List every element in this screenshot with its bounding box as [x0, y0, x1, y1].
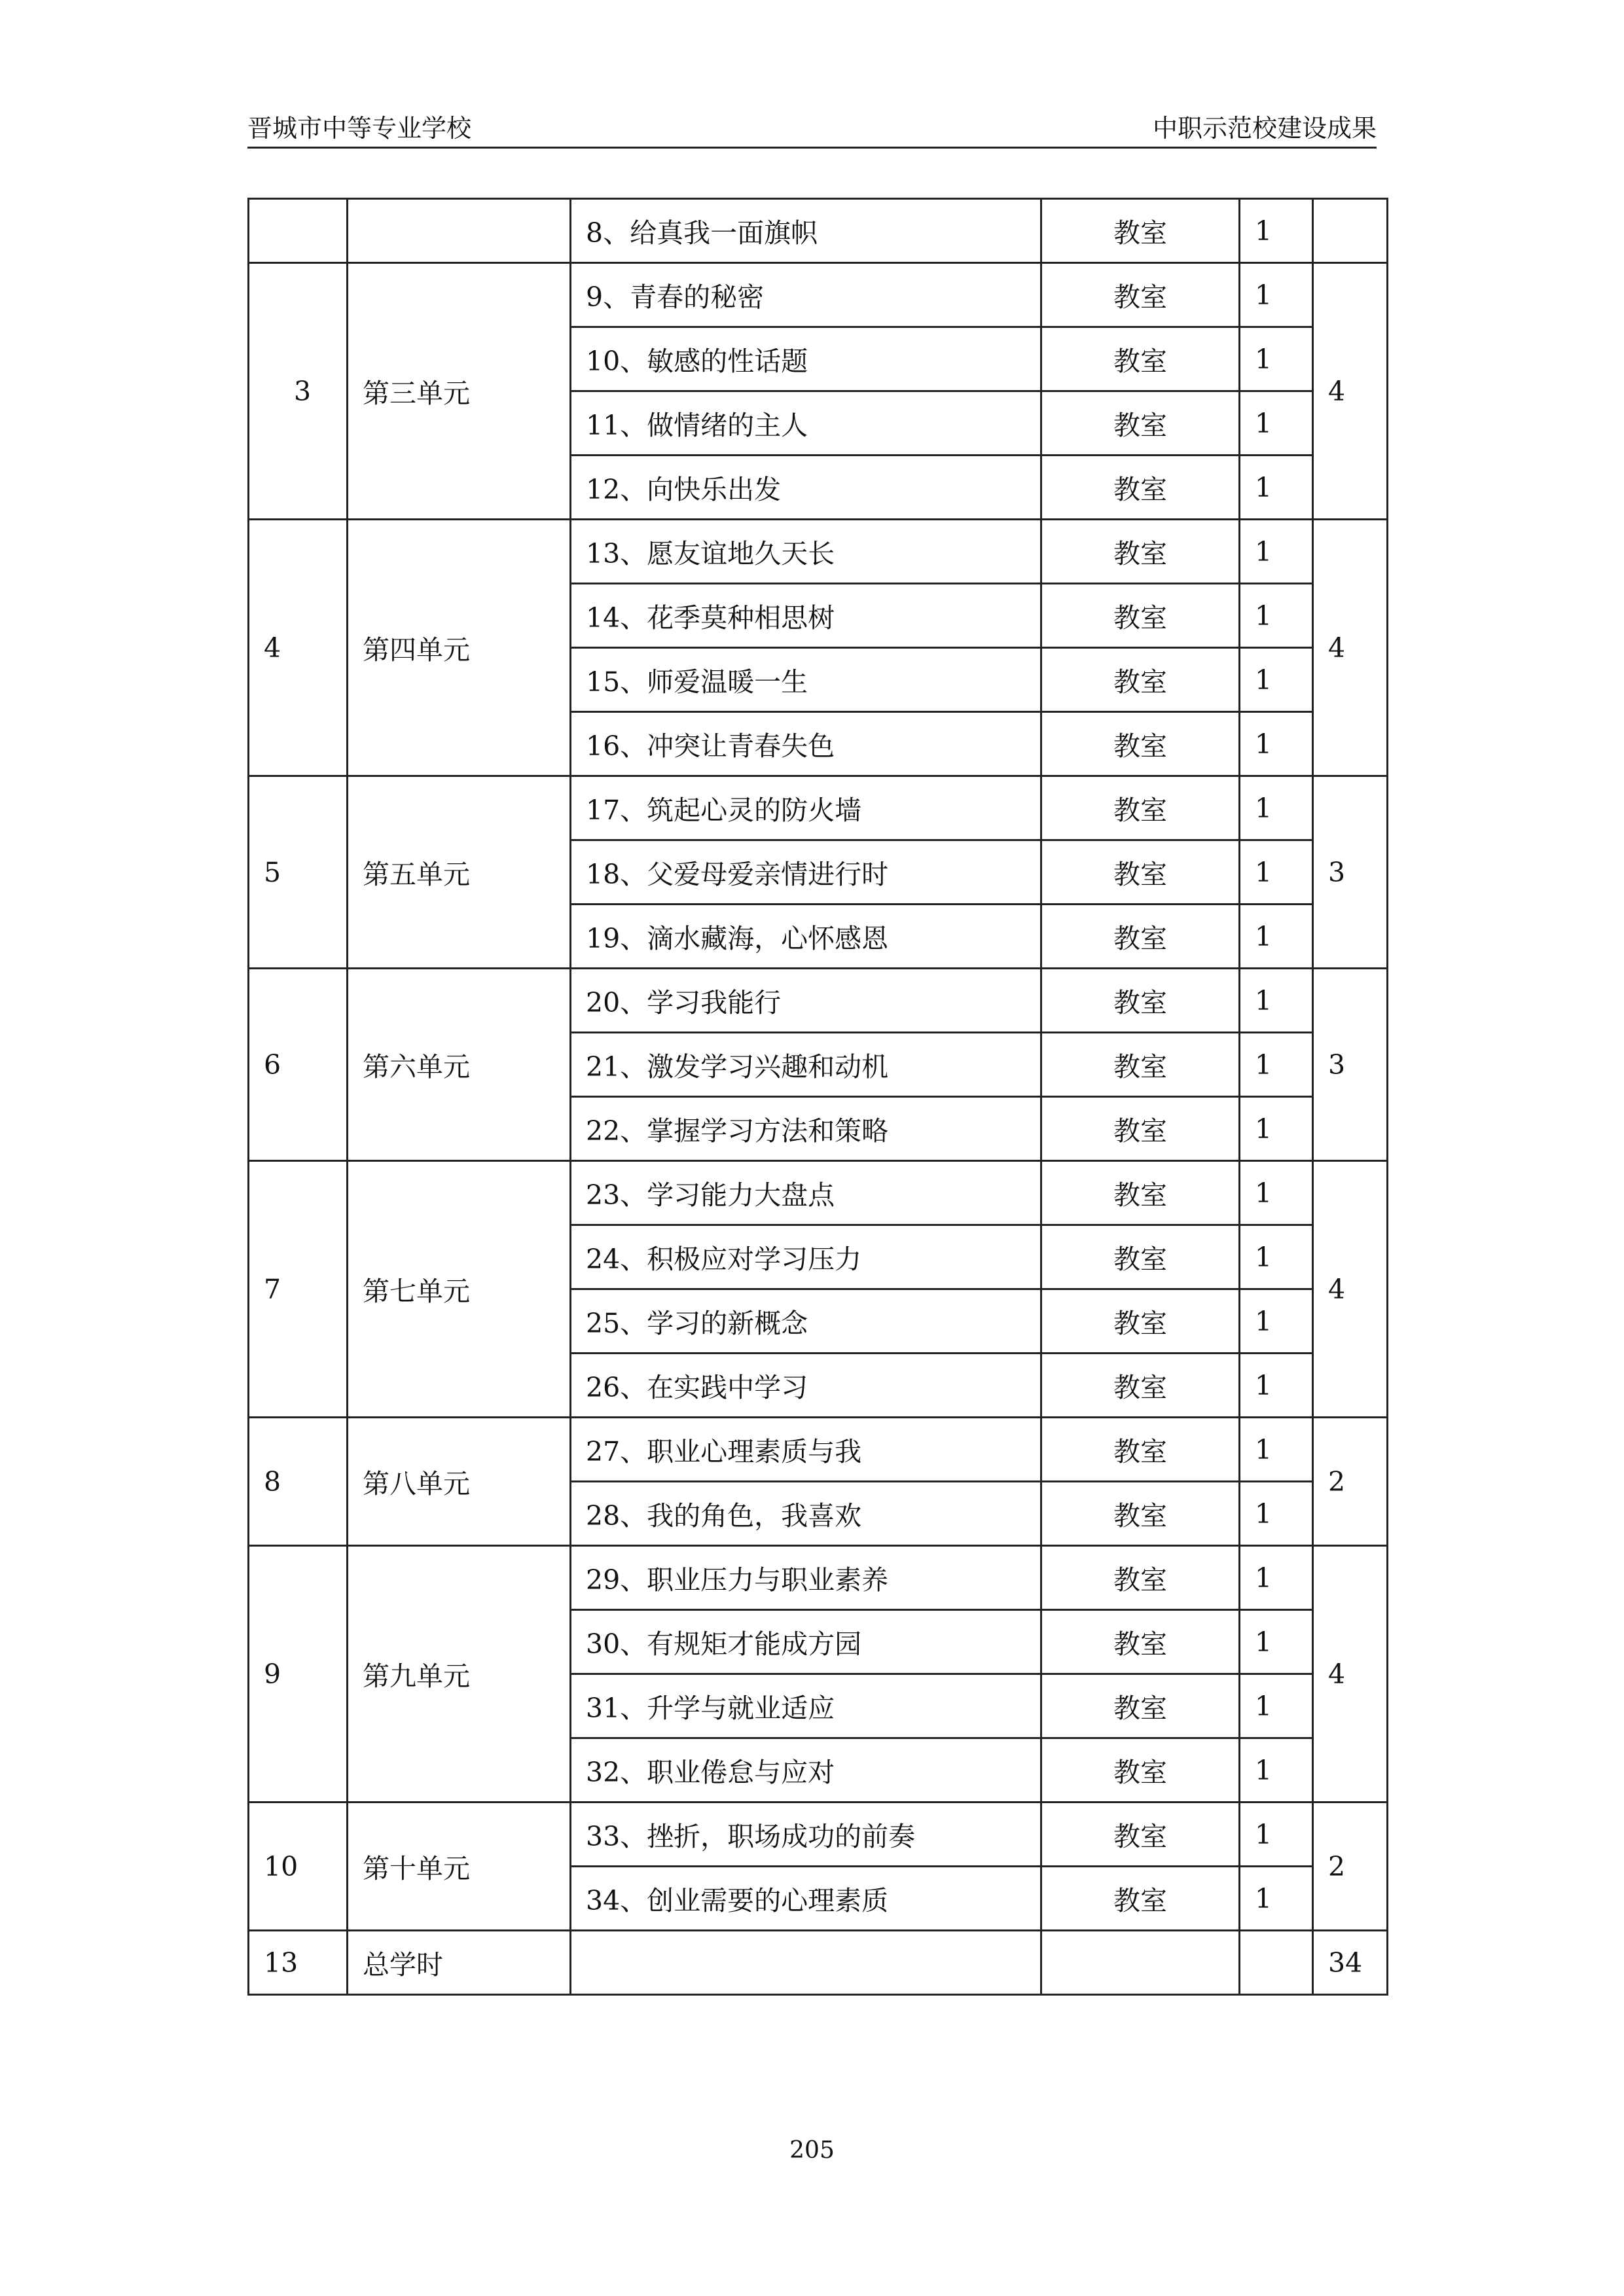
lesson-title-cell: 24、积极应对学习压力: [571, 1225, 1041, 1289]
lesson-title-cell: 19、滴水藏海，心怀感恩: [571, 905, 1041, 969]
lesson-title-cell: 14、花季莫种相思树: [571, 584, 1041, 648]
total-row: [249, 1931, 1388, 1995]
lesson-place-cell: 教室: [1041, 1610, 1240, 1674]
table-row: [249, 969, 1388, 1033]
unit-hours-cell: 4: [1313, 1546, 1388, 1803]
lesson-hours-cell: 1: [1240, 1225, 1313, 1289]
lesson-title-cell: 8、给真我一面旗帜: [571, 199, 1041, 263]
unit-number-cell: 4: [249, 520, 348, 776]
lesson-hours-cell: 1: [1240, 1803, 1313, 1867]
unit-name-cell: 第四单元: [348, 520, 571, 776]
lesson-title-cell: 20、学习我能行: [571, 969, 1041, 1033]
lesson-title-cell: 23、学习能力大盘点: [571, 1161, 1041, 1225]
lesson-title-cell: 29、职业压力与职业素养: [571, 1546, 1041, 1610]
lesson-place-cell: 教室: [1041, 263, 1240, 327]
empty-cell: [1240, 1931, 1313, 1995]
unit-number-cell: 5: [249, 776, 348, 969]
lesson-title-cell: 22、掌握学习方法和策略: [571, 1097, 1041, 1161]
total-hours-cell: 34: [1313, 1931, 1388, 1995]
unit-number-cell: 8: [249, 1418, 348, 1546]
page-number: 205: [789, 2137, 835, 2164]
lesson-place-cell: 教室: [1041, 1225, 1240, 1289]
empty-cell: [571, 1931, 1041, 1995]
unit-name-cell: 第六单元: [348, 969, 571, 1161]
unit-name-cell: 第八单元: [348, 1418, 571, 1546]
curriculum-table: [247, 198, 1388, 1996]
lesson-hours-cell: 1: [1240, 584, 1313, 648]
lesson-place-cell: 教室: [1041, 1482, 1240, 1546]
lesson-hours-cell: 1: [1240, 456, 1313, 520]
lesson-hours-cell: 1: [1240, 648, 1313, 712]
lesson-hours-cell: 1: [1240, 1546, 1313, 1610]
unit-hours-cell: 3: [1313, 776, 1388, 969]
unit-number-cell: 10: [249, 1803, 348, 1931]
lesson-place-cell: 教室: [1041, 712, 1240, 776]
empty-cell: [1041, 1931, 1240, 1995]
table-row: [249, 1546, 1388, 1610]
unit-number-cell: 6: [249, 969, 348, 1161]
document-title: 中职示范校建设成果: [1152, 114, 1377, 143]
lesson-hours-cell: 1: [1240, 1610, 1313, 1674]
lesson-hours-cell: 1: [1240, 1482, 1313, 1546]
table-row: [249, 520, 1388, 584]
total-label-cell: 总学时: [348, 1931, 571, 1995]
unit-hours-cell: 3: [1313, 969, 1388, 1161]
lesson-title-cell: 25、学习的新概念: [571, 1289, 1041, 1354]
table-row: [249, 1418, 1388, 1482]
lesson-place-cell: 教室: [1041, 584, 1240, 648]
lesson-title-cell: 16、冲突让青春失色: [571, 712, 1041, 776]
lesson-title-cell: 32、职业倦怠与应对: [571, 1738, 1041, 1803]
lesson-place-cell: 教室: [1041, 1097, 1240, 1161]
unit-name-cell: 第九单元: [348, 1546, 571, 1803]
lesson-hours-cell: 1: [1240, 1674, 1313, 1738]
unit-number-cell: 3: [249, 263, 348, 520]
lesson-title-cell: 21、激发学习兴趣和动机: [571, 1033, 1041, 1097]
lesson-place-cell: 教室: [1041, 840, 1240, 905]
lesson-title-cell: 30、有规矩才能成方园: [571, 1610, 1041, 1674]
unit-number-cell: [249, 199, 348, 263]
lesson-hours-cell: 1: [1240, 1033, 1313, 1097]
lesson-title-cell: 33、挫折，职场成功的前奏: [571, 1803, 1041, 1867]
unit-name-cell: 第三单元: [348, 263, 571, 520]
lesson-hours-cell: 1: [1240, 905, 1313, 969]
lesson-place-cell: 教室: [1041, 905, 1240, 969]
unit-name-cell: 第五单元: [348, 776, 571, 969]
lesson-hours-cell: 1: [1240, 327, 1313, 391]
table-body: [249, 199, 1388, 1995]
lesson-place-cell: 教室: [1041, 1738, 1240, 1803]
lesson-title-cell: 15、师爱温暖一生: [571, 648, 1041, 712]
lesson-hours-cell: 1: [1240, 712, 1313, 776]
lesson-place-cell: 教室: [1041, 456, 1240, 520]
lesson-title-cell: 28、我的角色，我喜欢: [571, 1482, 1041, 1546]
lesson-hours-cell: 1: [1240, 1354, 1313, 1418]
lesson-hours-cell: 1: [1240, 969, 1313, 1033]
lesson-place-cell: 教室: [1041, 648, 1240, 712]
unit-hours-cell: [1313, 199, 1388, 263]
unit-hours-cell: 2: [1313, 1803, 1388, 1931]
lesson-hours-cell: 1: [1240, 391, 1313, 456]
page-header: [247, 115, 1377, 149]
lesson-hours-cell: 1: [1240, 1097, 1313, 1161]
lesson-hours-cell: 1: [1240, 776, 1313, 840]
table-row: [249, 1803, 1388, 1867]
lesson-place-cell: 教室: [1041, 1803, 1240, 1867]
table-row: [249, 776, 1388, 840]
unit-hours-cell: 4: [1313, 263, 1388, 520]
lesson-hours-cell: 1: [1240, 263, 1313, 327]
lesson-hours-cell: 1: [1240, 520, 1313, 584]
lesson-place-cell: 教室: [1041, 776, 1240, 840]
lesson-place-cell: 教室: [1041, 1674, 1240, 1738]
lesson-place-cell: 教室: [1041, 1289, 1240, 1354]
unit-name-cell: [348, 199, 571, 263]
unit-number-cell: 9: [249, 1546, 348, 1803]
school-name: 晋城市中等专业学校: [247, 114, 472, 143]
lesson-hours-cell: 1: [1240, 1418, 1313, 1482]
lesson-place-cell: 教室: [1041, 391, 1240, 456]
lesson-hours-cell: 1: [1240, 1738, 1313, 1803]
lesson-place-cell: 教室: [1041, 1546, 1240, 1610]
lesson-place-cell: 教室: [1041, 199, 1240, 263]
lesson-place-cell: 教室: [1041, 969, 1240, 1033]
lesson-hours-cell: 1: [1240, 840, 1313, 905]
unit-hours-cell: 2: [1313, 1418, 1388, 1546]
unit-hours-cell: 4: [1313, 520, 1388, 776]
lesson-hours-cell: 1: [1240, 1161, 1313, 1225]
lesson-hours-cell: 1: [1240, 199, 1313, 263]
lesson-title-cell: 13、愿友谊地久天长: [571, 520, 1041, 584]
lesson-hours-cell: 1: [1240, 1289, 1313, 1354]
total-number-cell: 13: [249, 1931, 348, 1995]
lesson-place-cell: 教室: [1041, 520, 1240, 584]
lesson-place-cell: 教室: [1041, 1033, 1240, 1097]
unit-hours-cell: 4: [1313, 1161, 1388, 1418]
lesson-place-cell: 教室: [1041, 1418, 1240, 1482]
lesson-title-cell: 27、职业心理素质与我: [571, 1418, 1041, 1482]
lesson-title-cell: 26、在实践中学习: [571, 1354, 1041, 1418]
lesson-title-cell: 11、做情绪的主人: [571, 391, 1041, 456]
lesson-title-cell: 12、向快乐出发: [571, 456, 1041, 520]
lesson-title-cell: 18、父爱母爱亲情进行时: [571, 840, 1041, 905]
table-row: [249, 1161, 1388, 1225]
lesson-place-cell: 教室: [1041, 1867, 1240, 1931]
lesson-place-cell: 教室: [1041, 1161, 1240, 1225]
lesson-place-cell: 教室: [1041, 1354, 1240, 1418]
lesson-title-cell: 9、青春的秘密: [571, 263, 1041, 327]
lesson-title-cell: 34、创业需要的心理素质: [571, 1867, 1041, 1931]
table-row: [249, 263, 1388, 327]
lesson-place-cell: 教室: [1041, 327, 1240, 391]
lesson-title-cell: 10、敏感的性话题: [571, 327, 1041, 391]
unit-name-cell: 第七单元: [348, 1161, 571, 1418]
table-row: [249, 199, 1388, 263]
lesson-title-cell: 17、筑起心灵的防火墙: [571, 776, 1041, 840]
lesson-hours-cell: 1: [1240, 1867, 1313, 1931]
unit-number-cell: 7: [249, 1161, 348, 1418]
lesson-title-cell: 31、升学与就业适应: [571, 1674, 1041, 1738]
unit-name-cell: 第十单元: [348, 1803, 571, 1931]
